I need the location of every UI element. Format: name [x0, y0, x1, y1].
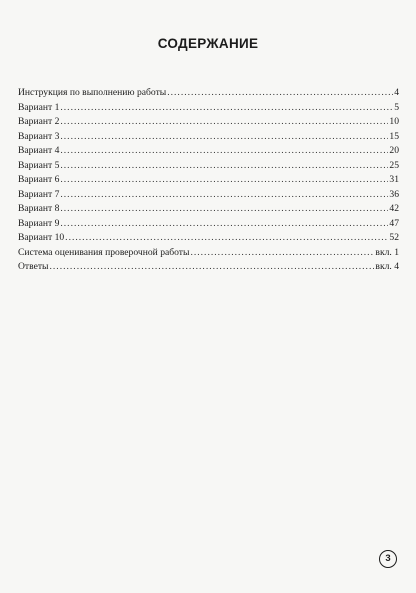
- toc-entry: [18, 231, 399, 246]
- toc-entry-page: 36: [389, 188, 399, 200]
- toc-entry: [18, 188, 399, 203]
- page-title: СОДЕРЖАНИЕ: [157, 36, 259, 51]
- toc-entry-page: 47: [389, 217, 399, 229]
- dot-leader: [60, 159, 388, 174]
- dot-leader: [167, 86, 393, 101]
- toc-entry-page: 42: [389, 203, 399, 214]
- toc-entry: [18, 144, 399, 159]
- dot-leader: [60, 202, 388, 217]
- dot-leader: [60, 188, 388, 203]
- toc-entry-label: Вариант 4: [18, 145, 60, 156]
- dot-leader: [60, 173, 388, 188]
- toc-entry: [18, 173, 399, 188]
- toc-entry: [18, 115, 399, 130]
- toc-entry-page: 20: [389, 145, 399, 156]
- toc-entry: [18, 130, 399, 145]
- toc-entry-page: 10: [389, 116, 399, 127]
- toc-entry: [18, 217, 399, 232]
- dot-leader: [190, 246, 374, 261]
- dot-leader: [60, 101, 393, 116]
- toc-entry-label: Вариант 3: [18, 130, 60, 142]
- dot-leader: [50, 260, 375, 275]
- dot-leader: [60, 115, 388, 130]
- toc-entry-page: 52: [389, 232, 399, 243]
- toc-entry-page: 5: [394, 101, 399, 113]
- toc-entry: [18, 202, 399, 217]
- toc-entry-label: Вариант 6: [18, 174, 60, 185]
- toc-entry-label: Вариант 1: [18, 101, 60, 113]
- toc-entry-label: Вариант 2: [18, 116, 60, 127]
- toc-entry: [18, 260, 399, 275]
- toc-entry-page: вкл. 1: [375, 246, 399, 258]
- toc-entry-page: 4: [394, 87, 399, 98]
- dot-leader: [65, 231, 388, 246]
- dot-leader: [60, 144, 388, 159]
- toc-entry-label: Вариант 10: [18, 232, 65, 243]
- table-of-contents: [18, 86, 399, 275]
- toc-entry-label: Вариант 5: [18, 159, 60, 171]
- toc-entry-label: Вариант 8: [18, 203, 60, 214]
- page-number-badge: 3: [379, 550, 397, 568]
- toc-entry-label: Ответы: [18, 261, 49, 272]
- toc-entry-page: 25: [389, 159, 399, 171]
- toc-entry-label: Система оценивания проверочной работы: [18, 246, 190, 258]
- toc-entry-page: 15: [389, 130, 399, 142]
- toc-entry: [18, 246, 399, 261]
- dot-leader: [60, 130, 388, 145]
- toc-entry-label: Инструкция по выполнению работы: [18, 87, 167, 98]
- toc-entry-label: Вариант 7: [18, 188, 60, 200]
- toc-entry-page: вкл. 4: [375, 261, 399, 272]
- toc-entry: [18, 86, 399, 101]
- toc-entry-page: 31: [389, 174, 399, 185]
- dot-leader: [60, 217, 388, 232]
- toc-entry: [18, 159, 399, 174]
- toc-entry-label: Вариант 9: [18, 217, 60, 229]
- toc-entry: [18, 101, 399, 116]
